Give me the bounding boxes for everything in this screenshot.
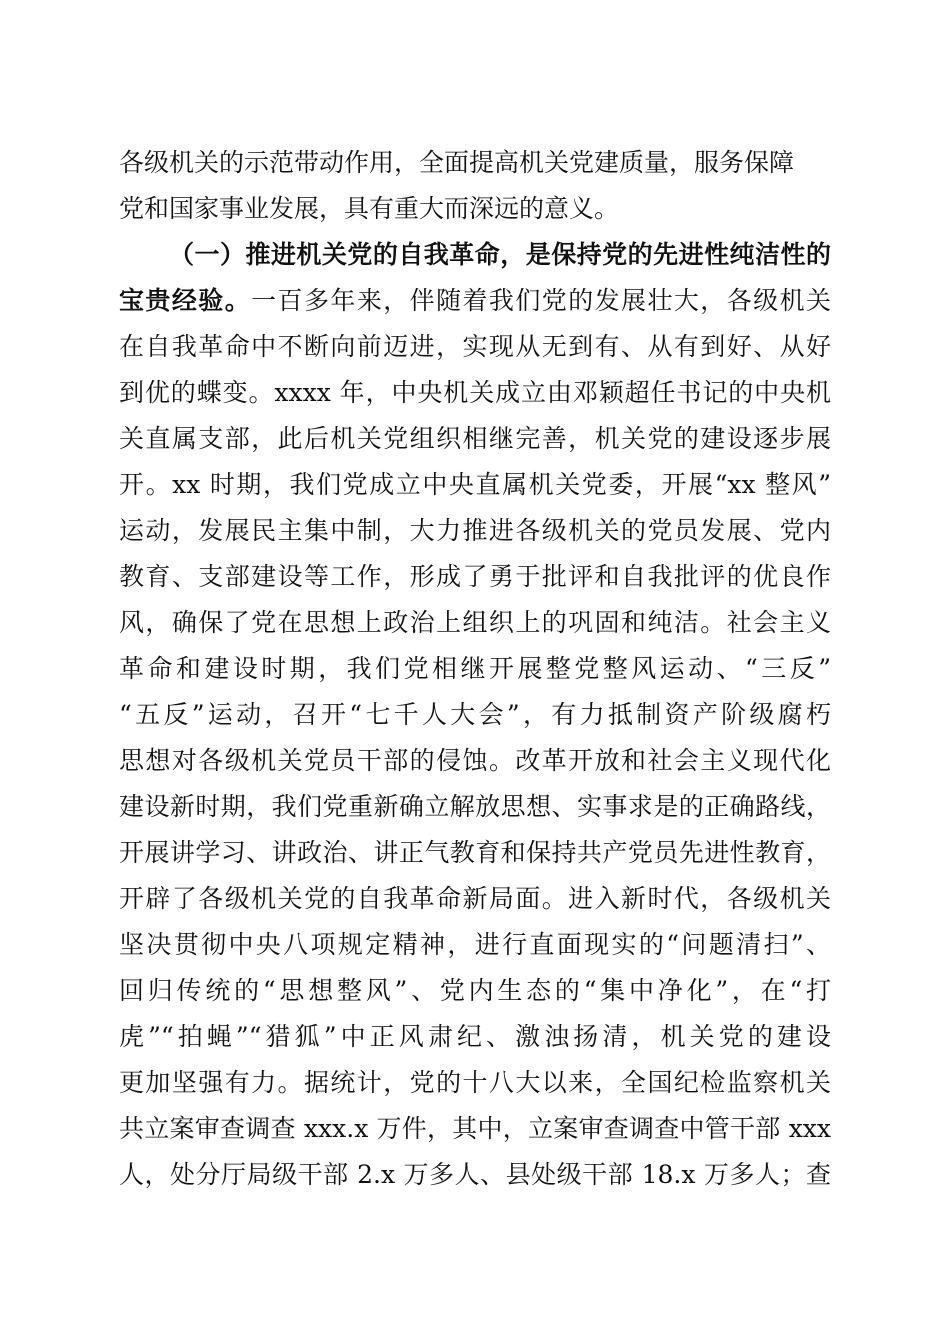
text-line-6: 到优的蝶变。xxxx 年，中央机关成立由邓颖超任书记的中央机	[119, 378, 831, 407]
text-line-8: 开。xx 时期，我们党成立中央直属机关党委，开展“xx 整风”	[119, 470, 831, 499]
text-line-9: 运动，发展民主集中制，大力推进各级机关的党员发展、党内	[119, 516, 831, 545]
text-line-11: 风，确保了党在思想上政治上组织上的巩固和纯洁。社会主义	[119, 608, 831, 637]
text-line-7: 关直属支部，此后机关党组织相继完善，机关党的建设逐步展	[119, 424, 831, 453]
text-line-4	[119, 281, 831, 321]
text-line-18: 坚决贯彻中央八项规定精神，进行直面现实的“问题清扫”、	[119, 930, 831, 959]
text-line-12: 革命和建设时期，我们党相继开展整党整风运动、“三反”	[119, 654, 831, 683]
text-line-20: 虎”“拍蝇”“猎狐”中正风肃纪、激浊扬清，机关党的建设	[119, 1022, 831, 1051]
text-line-2: 党和国家事业发展，具有重大而深远的意义。	[119, 194, 620, 223]
text-line-4-body: 一百多年来，伴随着我们党的发展壮大，各级机关	[251, 286, 831, 315]
text-line-19: 回归传统的“思想整风”、党内生态的“集中净化”，在“打	[119, 976, 831, 1005]
text-line-15: 建设新时期，我们党重新确立解放思想、实事求是的正确路线，	[119, 792, 831, 821]
text-line-17: 开辟了各级机关党的自我革命新局面。进入新时代，各级机关	[119, 884, 831, 913]
text-line-16: 开展讲学习、讲政治、讲正气教育和保持共产党员先进性教育，	[119, 838, 831, 867]
text-line-22: 共立案审查调查 xxx.x 万件，其中，立案审查调查中管干部 xxx	[119, 1114, 831, 1143]
text-line-1: 各级机关的示范带动作用，全面提高机关党建质量，服务保障	[119, 148, 795, 177]
text-line-13: “五反”运动，召开“七千人大会”，有力抵制资产阶级腐朽	[119, 700, 831, 729]
text-line-10: 教育、支部建设等工作，形成了勇于批评和自我批评的优良作	[119, 562, 831, 591]
section-heading-line-1: （一）推进机关党的自我革命，是保持党的先进性纯洁性的	[169, 240, 831, 269]
text-line-23: 人，处分厅局级干部 2.x 万多人、县处级干部 18.x 万多人；查	[119, 1160, 831, 1189]
section-heading-line-2: 宝贵经验。	[119, 286, 252, 315]
text-line-21: 更加坚强有力。据统计，党的十八大以来，全国纪检监察机关	[119, 1068, 831, 1097]
text-line-14: 思想对各级机关党员干部的侵蚀。改革开放和社会主义现代化	[119, 746, 831, 775]
text-line-5: 在自我革命中不断向前迈进，实现从无到有、从有到好、从好	[119, 332, 831, 361]
